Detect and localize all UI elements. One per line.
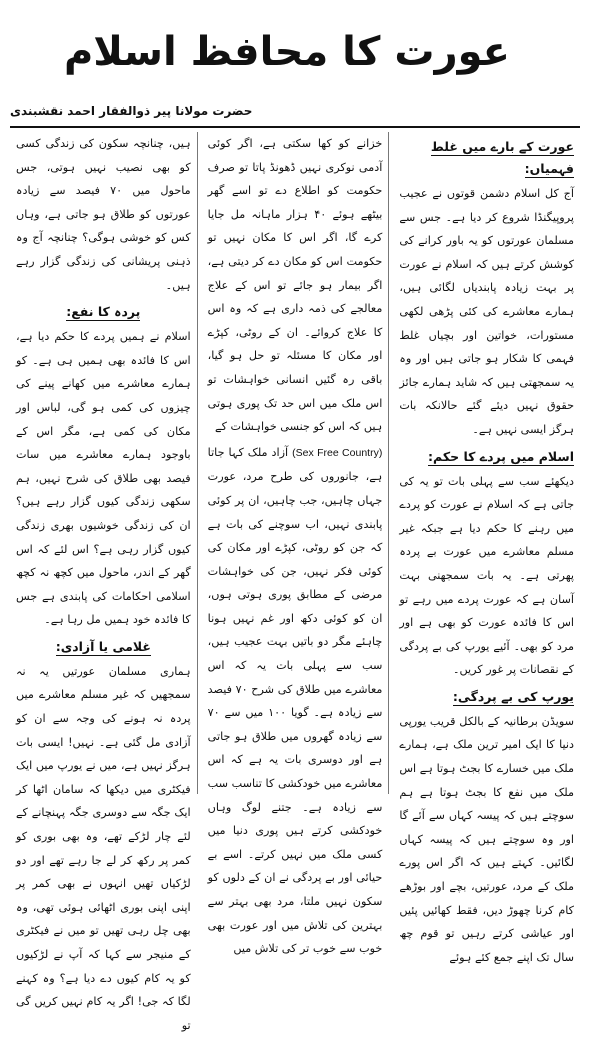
section-heading-text: غلامی یا آزادی: <box>55 638 151 654</box>
section-heading-text: پردہ کا نفع: <box>66 304 141 320</box>
section-heading-text: یورپ کی بے پردگی: <box>452 688 574 704</box>
paragraph: خزانے کو کھا سکتی ہے، اگر کوئی آدمی نوکری نہیں ڈھونڈ پاتا تو صرف حکومت کو اطلاع دے تو اسے گھر بیٹھے ہوئے ۴۰ ہزار ماہانہ مل جایا کرے گا، اگر اس کا مکان نہیں تو حکومت اس کو مکان دے کر دیتی ہے، اگر بیمار ہو جائے تو اس کے علاج معالجے کی ذمہ داری ہے کہ وہ اس کا علاج کروائے۔ ان کے روٹی، کپڑے اور مکان کا مسئلہ تو حل ہو گیا، باقی رہ گئیں انسانی خواہشات تو اس ملک میں اس حد تک پوری ہوتی ہیں کہ اس کو جنسی خواہشات کے <box>207 137 383 434</box>
text-column-3 <box>10 132 198 1032</box>
paragraph: آج کل اسلام دشمن قوتوں نے عجیب پروپیگنڈا شروع کر دیا ہے۔ جس سے مسلمان عورتوں کو یہ باور کرانے کی کوشش کرتے ہیں کہ اسلام نے عورت پر بہت زیادہ پابندیاں لگائی ہیں، ہمارے معاشرے کی کئی پڑھی لکھی مستورات، خواتین اور بچیاں غلط فہمی کا شکار ہو جاتی ہیں اور وہ یہ سمجھتی ہیں کہ شاید ہمارے جائز حقوق نہیں دیئے گئے حالانکہ بات ہرگز ایسی نہیں ہے۔ <box>399 187 574 436</box>
paragraph: ہیں، چنانچہ سکون کی زندگی کسی کو بھی نصیب نہیں ہوتی، جس ماحول میں ۷۰ فیصد سے زیادہ عورتوں کو طلاق ہو جاتی ہے، وہاں کس کو خوشی ہوگی؟ چنانچہ آج وہ ذہنی پریشانی کی زندگی گزار رہے ہیں۔ <box>15 137 191 292</box>
section-heading <box>399 136 574 180</box>
article-body <box>10 132 580 1032</box>
paragraph: ہماری مسلمان عورتیں یہ نہ سمجھیں کہ غیر مسلم معاشرے میں پردہ نہ ہونے کی وجہ سے ان کو آزادی مل گئی ہے۔ نہیں! ایسی بات ہرگز نہیں ہے، میں نے یورپ میں ایک فیکٹری میں دیکھا کہ سامان اٹھا کر ایک جگہ سے دوسری جگہ پہنچانے کے لئے چار لڑکے تھے، وہ بھی بوری کو کمر پر رکھ کر لے جا رہے تھے اور دو لڑکیاں تھیں انہوں نے بھی کمر پر اپنی اپنی بوری اٹھائی ہوئی تھی، وہ بھی چل رہی تھیں تو میں نے فیکٹری کے منیجر سے کہا کہ آپ نے لڑکیوں کو یہ کام کیوں دے دیا ہے؟ وہ کہنے لگا کہ جی! اگر یہ کام نہیں کریں گی تو <box>15 664 191 1032</box>
section-heading <box>16 636 191 658</box>
paragraph: اسلام نے ہمیں پردے کا حکم دیا ہے، اس کا فائدہ بھی ہمیں ہی ہے۔ کو ہمارے معاشرے میں کھانے پینے کی چیزوں کی کمی ہو گی، لباس اور مکان کی کمی ہے، مگر اس کے باوجود ہمارے معاشرے میں سات فیصد بھی طلاق کی شرح نہیں، ہم سکھی زندگی کیوں گزار رہے ہیں؟ ان کی زندگی خوشیوں بھری زندگی کیوں گزار رہی ہے؟ اس لئے کہ اس گھر کے اندر، ماحول میں کچھ نہ کچھ اسلامی احکامات کی پابندی ہے جس کا فائدہ خود ہمیں مل رہا ہے۔ <box>15 330 191 627</box>
section-heading <box>16 301 191 323</box>
paragraph: سویڈن برطانیہ کے بالکل قریب یورپی دنیا کا ایک امیر ترین ملک ہے، ہمارے ملک میں خسارے کا بجٹ ہوتا ہے اس ملک میں نفع کا بجٹ ہوتا ہے ہم سوچتے ہیں کہ پیسہ کہاں سے آئے گا اور وہ سوچتے ہیں کہ پیسہ کہاں لگائیں۔ کہتے ہیں کہ اگر اس پورے ملک کے مرد، عورتیں، بچے اور بوڑھے کام کرنا چھوڑ دیں، فقط کھائیں پئیں اور عیاشی کرتے رہیں تو قوم چھ سال تک اپنے جمع کئے ہوئے <box>399 714 574 964</box>
english-term: (Sex Free Country) <box>292 446 383 459</box>
paragraph: دیکھئے سب سے پہلی بات تو یہ کی جاتی ہے کہ اسلام نے عورت کو پردے میں رہنے کا حکم دیا ہے جبکہ غیر مسلم معاشرے میں عورت بے پردہ پھرتی ہے۔ یہ بات سمجھنی بہت آسان ہے کہ عورت پردے میں رہے تو اس کا فائدہ عورت کو بھی ہے اور مرد کو بھی۔ آئیے یورپ کی بے پردگی کے نقصانات پر غور کریں۔ <box>399 474 574 677</box>
section-heading <box>399 686 574 708</box>
author-line: حضرت مولانا پیر ذوالفقار احمد نقشبندی <box>10 104 253 118</box>
text-column-1 <box>393 132 580 964</box>
article-title: عورت کا محافظ اسلام <box>63 29 510 75</box>
text-column-2 <box>202 132 390 956</box>
section-heading-text: عورت کے بارے میں غلط فہمیاں: <box>430 139 574 176</box>
section-heading-text: اسلام میں پردے کا حکم: <box>428 448 574 464</box>
section-heading <box>399 446 574 468</box>
paragraph: (Sex Free Country) آزاد ملک کہا جاتا ہے، جانوروں کی طرح مرد، عورت جہاں چاہیں، جب چاہیں، ان پر کوئی پابندی نہیں، اب سوچنے کی بات ہے کہ جن کو روٹی، کپڑے اور مکان کی کوئی فکر نہیں، جن کی خواہشات مرضی کے مطابق پوری ہوتی ہوں، ان کو کوئی دکھ اور غم نہیں ہونا چاہئے مگر دو باتیں بہت عجیب ہیں، سب سے پہلی بات یہ کہ اس معاشرے میں طلاق کی شرح ۷۰ فیصد سے زیادہ ہے۔ گویا ۱۰۰ میں سے ۷۰ سے زیادہ گھروں میں طلاق ہو جاتی ہے اور دوسری بات یہ ہے کہ اس معاشرے میں خودکشی کا تناسب سب سے زیادہ ہے۔ جتنے لوگ وہاں خودکشی کرتے ہیں پوری دنیا میں کسی ملک میں نہیں کرتے۔ اسے بے حیائی اور بے پردگی نے ان کے دلوں کو سکون نہیں ملتا، مرد بھی بہتر سے بہترین کی تلاش میں اور عورت بھی خوب سے خوب تر کی تلاش میں <box>207 445 383 956</box>
header-rule <box>10 126 580 128</box>
